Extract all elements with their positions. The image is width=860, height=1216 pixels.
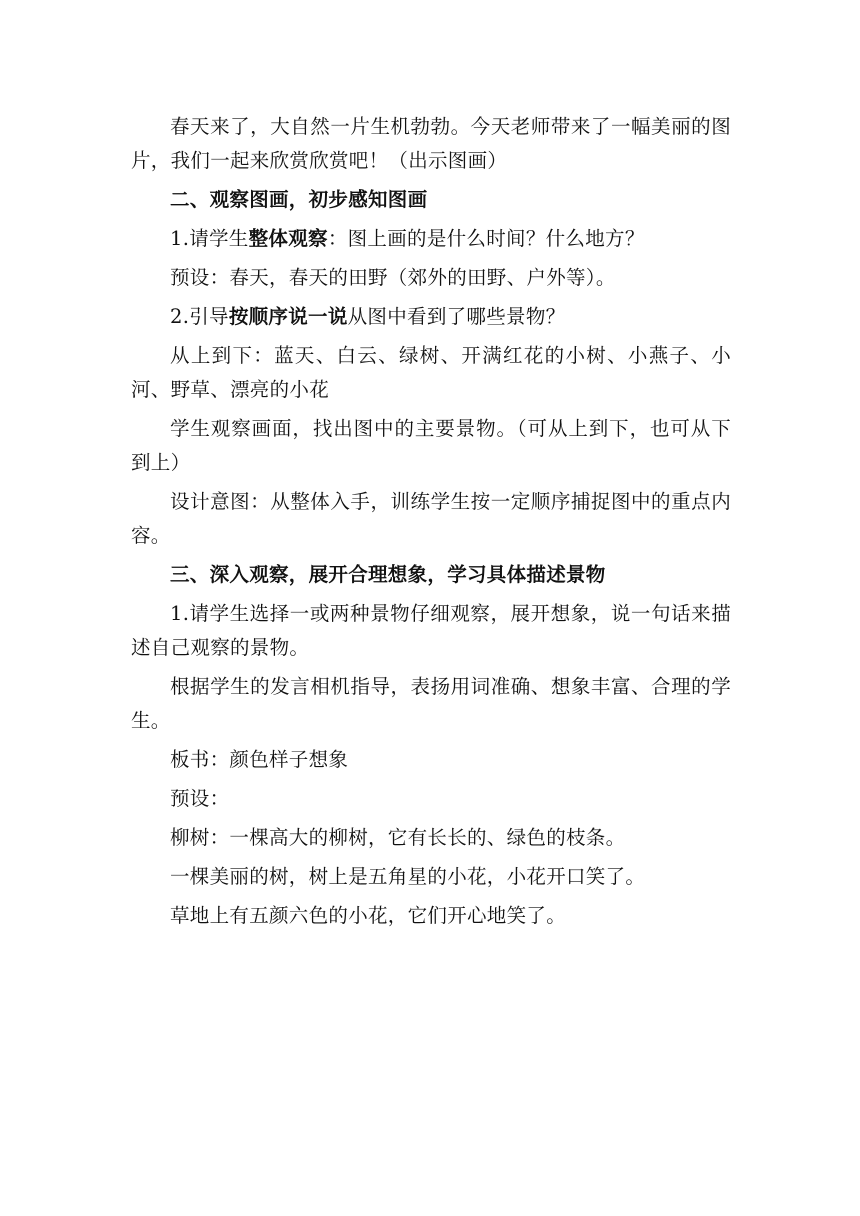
example-flowers-sentence: 草地上有五颜六色的小花，它们开心地笑了。: [170, 904, 567, 927]
step-in-order: [131, 300, 731, 339]
example-tree-sentence: 一棵美丽的树，树上是五角星的小花，小花开口笑了。: [170, 865, 646, 888]
intro-paragraph: 春天来了，大自然一片生机勃勃。今天老师带来了一幅美丽的图片，我们一起来欣赏欣赏吧！（出示图画）: [131, 115, 731, 172]
guidance-paragraph: 根据学生的发言相机指导，表扬用词准确、想象丰富、合理的学生。: [131, 675, 731, 732]
step-describe-scenery: 1.请学生选择一或两种景物仔细观察，展开想象，说一句话来描述自己观察的景物。: [131, 602, 731, 659]
example-willow-sentence: 柳树：一棵高大的柳树，它有长长的、绿色的枝条。: [170, 826, 626, 849]
section-heading-observe: 二、观察图画，初步感知图画: [170, 188, 428, 211]
step-prefix: 1.请学生: [170, 227, 249, 250]
preset-label: 预设：: [170, 787, 230, 810]
scenery-list-paragraph: 从上到下：蓝天、白云、绿树、开满红花的小树、小燕子、小河、野草、漂亮的小花: [131, 344, 731, 401]
step-suffix: 从图中看到了哪些景物？: [347, 305, 566, 328]
board-writing-paragraph: 板书：颜色样子想象: [170, 748, 349, 771]
section-heading-imagine: 三、深入观察，展开合理想象，学习具体描述景物: [170, 563, 606, 586]
design-intent-paragraph: 设计意图：从整体入手，训练学生按一定顺序捕捉图中的重点内容。: [131, 490, 731, 547]
step-emphasis: 整体观察: [248, 227, 328, 250]
document-body: [131, 110, 731, 938]
step-whole-observation: [131, 222, 731, 261]
step-emphasis: 按顺序说一说: [228, 305, 348, 328]
step-prefix: 2.引导: [170, 305, 229, 328]
student-observe-paragraph: 学生观察画面，找出图中的主要景物。（可从上到下，也可从下到上）: [131, 417, 731, 474]
preset-answer-time-place: 预设：春天，春天的田野（郊外的田野、户外等）。: [170, 266, 616, 289]
step-suffix: ：图上画的是什么时间？什么地方？: [327, 227, 645, 250]
